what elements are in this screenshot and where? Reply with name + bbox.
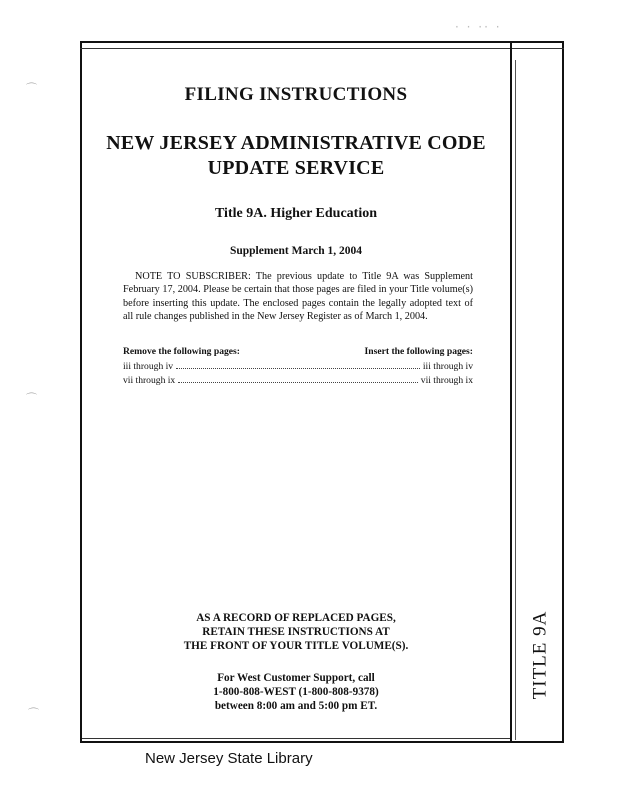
- insert-pages-header: Insert the following pages:: [364, 346, 473, 357]
- bottom-rule: [82, 738, 510, 739]
- remove-pages-header: Remove the following pages:: [123, 346, 240, 357]
- remove-pages-cell: vii through ix: [123, 375, 176, 386]
- top-rule: [80, 48, 564, 49]
- record-line-1: AS A RECORD OF REPLACED PAGES,: [196, 612, 396, 624]
- scan-corner-marks: · · ·· ·: [455, 20, 502, 34]
- dot-leader: [178, 374, 418, 383]
- insert-pages-cell: iii through iv: [422, 361, 473, 372]
- spine-rule: [515, 60, 516, 740]
- remove-pages-cell: iii through iv: [123, 361, 174, 372]
- support-hours: between 8:00 am and 5:00 pm ET.: [214, 700, 378, 712]
- table-row: [123, 374, 473, 386]
- subscriber-notice: NOTE TO SUBSCRIBER: The previous update to Title 9A was Supplement February 17, 2004. Please be certain that those pages are filed in your Title volume(s) before inserting this update. The enclosed pages contain the legally adopted text of all rule changes published in the New Jersey Register as of March 1, 2004.: [123, 271, 473, 323]
- page-title: FILING INSTRUCTIONS: [184, 84, 408, 105]
- pages-table-header: [123, 346, 473, 357]
- table-row: [123, 360, 473, 372]
- code-title: [82, 131, 510, 181]
- title-tab: [518, 600, 562, 710]
- supplement-date: Supplement March 1, 2004: [229, 245, 363, 257]
- record-line-2: RETAIN THESE INSTRUCTIONS AT: [202, 626, 390, 638]
- scan-mark: ⌒: [28, 707, 39, 720]
- library-stamp: New Jersey State Library: [145, 750, 313, 767]
- code-title-line-2: UPDATE SERVICE: [207, 157, 385, 179]
- record-line-3: THE FRONT OF YOUR TITLE VOLUME(S).: [183, 640, 409, 652]
- insert-pages-cell: vii through ix: [420, 375, 473, 386]
- title-tab-label: TITLE 9A: [529, 610, 551, 700]
- customer-support: [82, 671, 510, 713]
- support-phone: 1-800-808-WEST (1-800-808-9378): [213, 686, 379, 698]
- record-instructions: [82, 611, 510, 653]
- code-title-line-1: NEW JERSEY ADMINISTRATIVE CODE: [106, 132, 486, 154]
- scan-mark: ⌒: [26, 82, 37, 95]
- subject-heading: Title 9A. Higher Education: [214, 206, 378, 221]
- support-line-1: For West Customer Support, call: [217, 672, 375, 684]
- tab-divider: [510, 41, 512, 743]
- scan-mark: ⌒: [26, 392, 37, 405]
- dot-leader: [176, 360, 420, 369]
